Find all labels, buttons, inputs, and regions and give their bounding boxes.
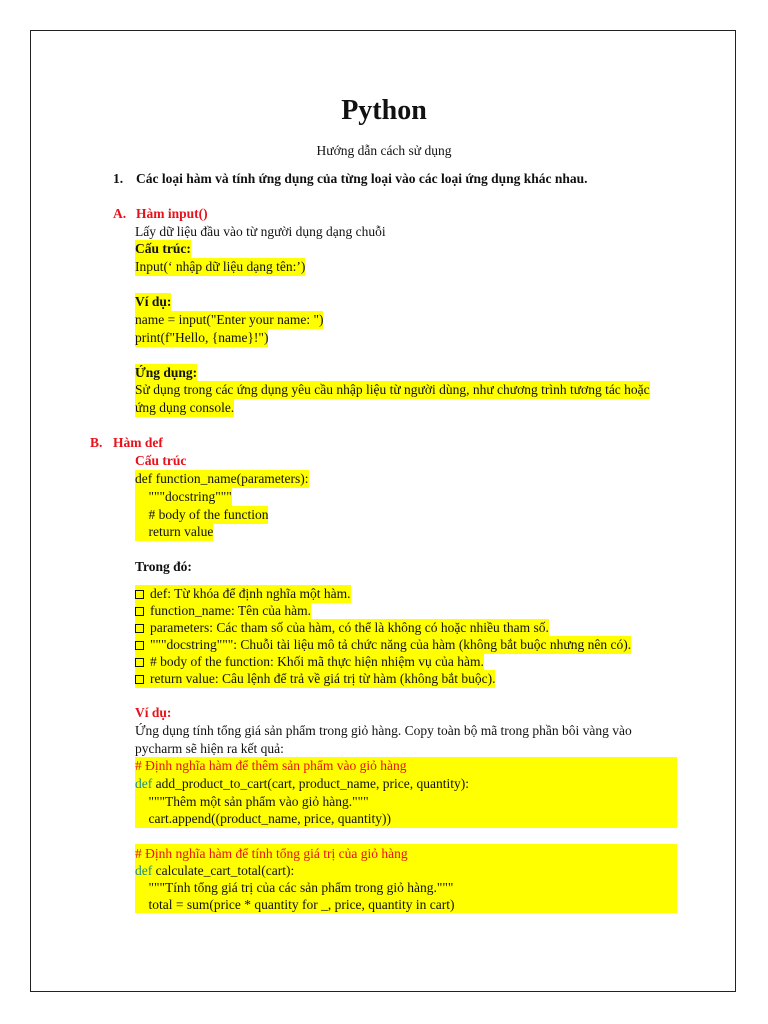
code-line: """Tính tổng giá trị của các sản phẩm trong giỏ hàng.""" <box>135 880 454 895</box>
section-heading: Các loại hàm và tính ứng dụng của từng loại vào các loại ứng dụng khác nhau. <box>136 171 588 186</box>
part-b-code-line: return value <box>135 524 214 539</box>
checkbox-square-icon <box>135 675 144 684</box>
part-a-description: Lấy dữ liệu đầu vào từ người dụng dạng chuỗi <box>135 224 386 239</box>
code-comment: # Định nghĩa hàm để thêm sản phẩm vào giỏ hàng <box>135 758 407 773</box>
part-b-example-desc-line2: pycharm sẽ hiện ra kết quả: <box>135 741 284 756</box>
part-b-code-line: # body of the function <box>135 507 269 522</box>
part-a-structure-label: Cấu trúc: <box>135 241 191 256</box>
code-line: total = sum(price * quantity for _, price, quantity in cart) <box>135 897 455 912</box>
checkbox-square-icon <box>135 590 144 599</box>
part-b-structure-label: Cấu trúc <box>135 453 187 468</box>
bullet-item: """docstring""": Chuỗi tài liệu mô tả chức năng của hàm (không bắt buộc nhưng nên có). <box>135 636 631 654</box>
part-a-usage-line2: ứng dụng console. <box>135 400 235 415</box>
bullet-item: function_name: Tên của hàm. <box>135 602 311 620</box>
checkbox-square-icon <box>135 607 144 616</box>
code-line: """Thêm một sản phẩm vào giỏ hàng.""" <box>135 794 369 809</box>
part-a-heading: Hàm input() <box>136 206 208 221</box>
part-a-example-line2: print(f"Hello, {name}!") <box>135 330 269 345</box>
part-b-example-label: Ví dụ: <box>135 705 172 720</box>
part-b-heading: Hàm def <box>113 435 163 450</box>
bullet-item: # body of the function: Khối mã thực hiện nhiệm vụ của hàm. <box>135 653 484 671</box>
part-a-example-line1: name = input("Enter your name: ") <box>135 312 324 327</box>
code-line: def add_product_to_cart(cart, product_name, price, quantity): <box>135 776 470 791</box>
part-b-code-line: """docstring""" <box>135 489 232 504</box>
part-a-structure-code: Input(‘ nhập dữ liệu dạng tên:’) <box>135 259 306 274</box>
bullet-item: def: Từ khóa để định nghĩa một hàm. <box>135 585 351 603</box>
section-number: 1. <box>113 171 124 186</box>
part-a-letter: A. <box>113 206 127 221</box>
code-line: def calculate_cart_total(cart): <box>135 863 295 878</box>
code-line: cart.append((product_name, price, quantity)) <box>135 811 392 826</box>
checkbox-square-icon <box>135 658 144 667</box>
checkbox-square-icon <box>135 641 144 650</box>
bullet-item: parameters: Các tham số của hàm, có thể là không có hoặc nhiều tham số. <box>135 619 549 637</box>
checkbox-square-icon <box>135 624 144 633</box>
part-b-code-line: def function_name(parameters): <box>135 471 309 486</box>
part-b-letter: B. <box>90 435 103 450</box>
document-title: Python <box>341 95 427 126</box>
part-a-example-label: Ví dụ: <box>135 294 172 309</box>
part-a-usage-line1: Sử dụng trong các ứng dụng yêu cầu nhập liệu từ người dùng, như chương trình tương tác hoặc <box>135 382 650 397</box>
part-b-where-label: Trong đó: <box>135 559 192 574</box>
document-subtitle: Hướng dẫn cách sử dụng <box>316 143 452 158</box>
part-b-example-desc-line1: Ứng dụng tính tổng giá sản phẩm trong giỏ hàng. Copy toàn bộ mã trong phần bôi vàng vào <box>135 723 632 738</box>
bullet-item: return value: Câu lệnh để trả về giá trị từ hàm (không bắt buộc). <box>135 670 495 688</box>
part-a-usage-label: Ứng dụng: <box>135 365 198 380</box>
code-comment: # Định nghĩa hàm để tính tổng giá trị của giỏ hàng <box>135 846 408 861</box>
